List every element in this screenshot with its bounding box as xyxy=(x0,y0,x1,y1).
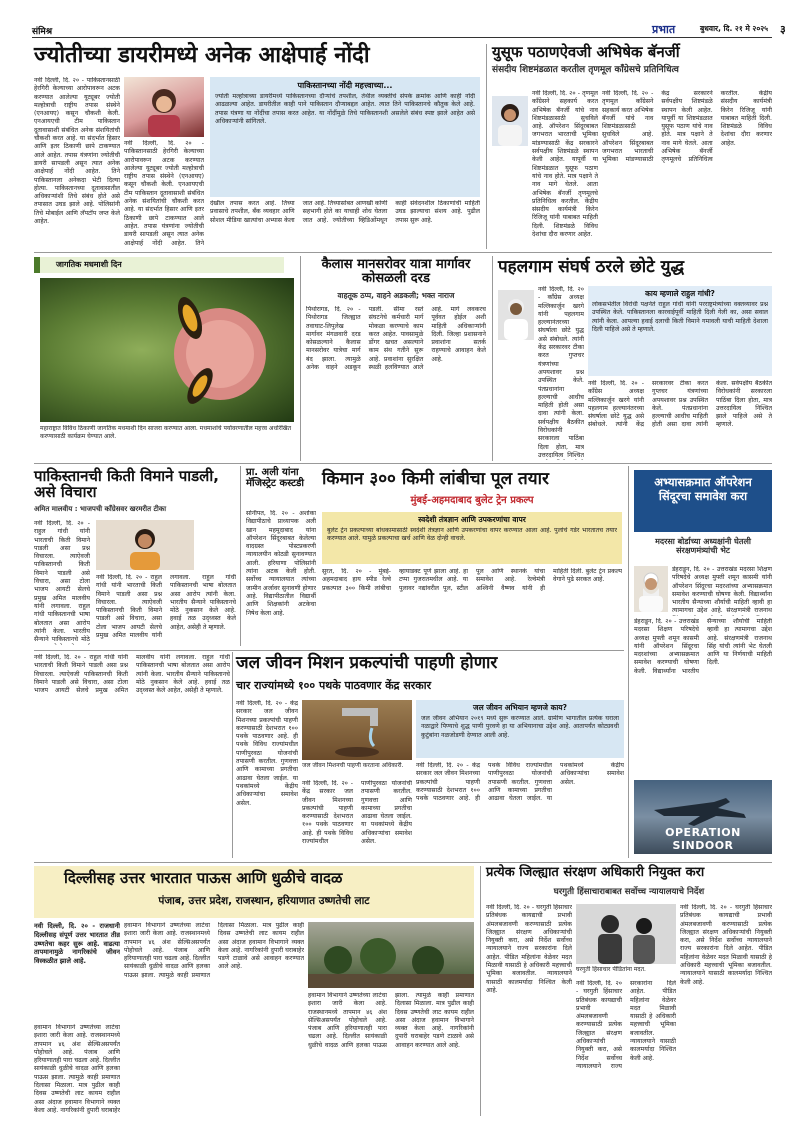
person-photo-icon xyxy=(492,96,528,146)
article1-box-title: पाकिस्तानच्या नोंदी महत्त्वाच्या... xyxy=(297,81,393,90)
issue-date: बुधवार, दि. २१ मे २०२५ xyxy=(700,24,769,33)
article4-box-text: लोकसभेतील विरोधी पक्षनेते राहुल गांधी यांनी परराष्ट्रमंत्र्यांच्या वक्तव्यावर प्रश्न उपस्थित केले. पाकिस्तानला कारवाईपूर्वी माहिती दिली गेली का, असा सवाल त्यांनी केला. आपल्या हवाई दलाची किती विमाने गमावली याची माहिती देशाला दिली पाहिजे असे ते म्हणाले. xyxy=(592,301,768,333)
rule xyxy=(232,652,233,858)
water-tap-icon xyxy=(302,700,412,760)
article4-headline: पहलगाम संघर्ष ठरले छोटे युद्ध xyxy=(498,257,685,277)
article1-text-col2: नवी दिल्ली, दि. २० - पाकिस्तानसाठी हेरगिरी केल्याच्या आरोपावरून अटक करण्यात आलेल्या यूट्यूबर ज्योती मल्होत्राची राष्ट्रीय तपास संस्थेने (एनआयए) कसून चौकशी केली. एनआयएची टीम पाकिस्तान दूतावासाशी संबंधित अनेक संशयितांची चौकशी करत आहे. या संदर्भात हिसार आणि इतर ठिकाणी छापे टाकण्यात आले आहेत. तपास यंत्रणांना ज्योतीची डायरी सापडली असून त्यात अनेक आक्षेपार्ह नोंदी आहेत. तिने xyxy=(124,140,204,247)
brand-logo: प्रभात xyxy=(652,23,676,36)
rule xyxy=(34,463,772,464)
article7-infobox xyxy=(322,512,622,564)
article8-photo xyxy=(634,566,668,612)
article1-text-col1: नवी दिल्ली, दि. २० - पाकिस्तानसाठी हेरगिरी केल्याच्या आरोपावरून अटक करण्यात आलेल्या यूट्यूबर ज्योती मल्होत्राची राष्ट्रीय तपास संस्थेने (एनआयए) कसून चौकशी केली. एनआयएची टीम पाकिस्तान दूतावासाशी संबंधित अनेक संशयितांची चौकशी करत आहे. या संदर्भात हिसार आणि इतर ठिकाणी छापे टाकण्यात आले आहेत. तपास यंत्रणांना ज्योतीची डायरी सापडली असून त्यात अनेक आक्षेपार्ह नोंदी आहेत. तिने पाकिस्तानला अनेकदा भेटी दिल्या होत्या. पाकिस्तानच्या दूतावासातील अधिकाऱ्यांशी तिचे संबंध होते असे तपासात उघड झाले आहे. पोलिसांनी तिचे मोबाईल आणि लॅपटॉप जप्त केले आहेत. xyxy=(34,77,120,226)
article10-text-col1: हवामान विभागाने उष्णतेच्या लाटेचा इशारा जारी केला आहे. राजस्थानमध्ये तापमान ४६ अंश सेल्सिअसपर्यंत पोहोचले आहे. पंजाब आणि हरियाणातही पारा चढला आहे. दिल्लीत सायंकाळी धुळीचे वादळ आणि हलका पाऊस झाला. त्यामुळे काही प्रमाणात दिलासा मिळाला. मात्र पुढील काही दिवस उष्णतेची लाट कायम राहील असा अंदाज हवामान विभागाने व्यक्त केला आहे. नागरिकांनी दुपारी घराबाहेर xyxy=(34,1024,120,1114)
article10-subhead: पंजाब, उत्तर प्रदेश, राजस्थान, हरियाणात उष्णतेची लाट xyxy=(158,895,370,907)
article5-continued: नवी दिल्ली, दि. २० - राहुल गांधी यांनी भारताची किती विमाने पाडली असा प्रश्न विचारला. त्याऐवजी पाकिस्तानची किती विमाने पाडली असे विचारा, असा टोला भाजप आयटी सेलचे प्रमुख अमित मालवीय यांनी लगावला. राहुल गांधी पाकिस्तानची भाषा बोलतात असा आरोप त्यांनी केला. भारतीय सैन्याने पाकिस्तानचे मोठे नुकसान केले आहे. हवाई तळ उद्ध्वस्त केले आहेत, असेही ते म्हणाले. xyxy=(34,654,230,695)
article3-headline: कैलास मानसरोवर यात्रा मार्गावर कोसळली दरड xyxy=(321,257,471,287)
article4-photo xyxy=(498,290,534,340)
article9-infobox xyxy=(416,700,624,758)
rule xyxy=(492,256,493,461)
article8-text-cols: डेहराडून, दि. २० - उत्तराखंड मदरसा शिक्षण परिषदेचे अध्यक्ष मुफ्ती शमून कासमी यांनी ऑपरेशन सिंदूरचा मदरशांच्या अभ्यासक्रमात समावेश करण्याची घोषणा केली. विद्यार्थ्यांना भारतीय सैन्याच्या शौर्याची माहिती व्हावी हा त्यामागचा उद्देश आहे. संरक्षणमंत्री राजनाथ सिंह यांची त्यांनी भेट घेतली आणि या निर्णयाची माहिती दिली. xyxy=(634,618,772,675)
article1-photo xyxy=(124,77,204,137)
article8-headline: अभ्यासक्रमात ऑपरेशन सिंदूरचा समावेश करा xyxy=(654,475,752,504)
article7-text: सुरत, दि. २० - मुंबई-अहमदाबाद हाय स्पीड रेल्वे प्रकल्पात ३०० किमी लांबीचा व्हायाडक्ट पूर्ण झाला आहे. हा टप्पा गुजरातमधील आहे. या पुलावर नद्यांवरील पूल, स्टील पूल आणि स्थानके यांचा समावेश आहे. रेल्वेमंत्री अश्विनी वैष्णव यांनी ही माहिती दिली. बुलेट ट्रेन प्रकल्प वेगाने पुढे सरकत आहे. xyxy=(322,568,622,592)
article10-headline: दिल्लीसह उत्तर भारतात पाऊस आणि धुळीचे वादळ xyxy=(64,869,343,887)
article5-text-col1: नवी दिल्ली, दि. २० - राहुल गांधी यांनी भारताची किती विमाने पाडली असा प्रश्न विचारला. त्याऐवजी पाकिस्तानची किती विमाने पाडली असे विचारा, असा टोला भाजप आयटी सेलचे प्रमुख अमित मालवीय यांनी लगावला. राहुल गांधी पाकिस्तानची भाषा बोलतात असा आरोप त्यांनी केला. भारतीय सैन्याने पाकिस्तानचे मोठे xyxy=(34,520,90,644)
article2-text-col1: नवी दिल्ली, दि. २० - तृणमूल काँग्रेसने सहकार्य करत अभिषेक बॅनर्जी यांचे नाव शिष्टमंडळासाठी सुचविले आहे. ऑपरेशन सिंदूरबाबत जगभरात भारताची भूमिका मांडण्यासाठी केंद्र सरकारने सर्वपक्षीय शिष्टमंडळे स्थापन केली आहेत. यापूर्वी या शिष्टमंडळात युसूफ पठाण यांचे नाव होते. मात्र पक्षाने ते नाव मागे घेतले. आता अभिषेक बॅनर्जी तृणमूलचे प्रतिनिधित्व करतील. केंद्रीय संसदीय कार्यमंत्री किरेन रिजिजू यांनी याबाबत माहिती दिली. शिष्टमंडळे विविध देशांचा दौरा करणार आहेत. xyxy=(532,90,598,239)
section-label: संमिश्र xyxy=(32,27,53,37)
article9-text-cols: नवी दिल्ली, दि. २० - केंद्र सरकार जल जीवन मिशनच्या प्रकल्पांची पाहणी करण्यासाठी देशभरात १०० पथके पाठवणार आहे. ही पथके विविध राज्यांमधील पाणीपुरवठा योजनांची तपासणी करतील. गुणवत्ता आणि कामाच्या प्रगतीचा आढावा घेतला जाईल. या पथकांमध्ये केंद्रीय अधिकाऱ्यांचा समावेश असेल. xyxy=(302,780,412,846)
article4-infobox xyxy=(588,286,772,376)
article10-photo xyxy=(308,922,474,988)
masthead xyxy=(32,22,786,38)
article6-headline: प्रा. अली यांना मॅजिस्ट्रेट कस्टडी xyxy=(246,467,304,489)
article4-text-cols: नवी दिल्ली, दि. २० - काँग्रेस अध्यक्ष मल्लिकार्जुन खरगे यांनी पहलगाम हल्ल्यानंतरच्या संघर्षाला छोटे युद्ध असे संबोधले. त्यांनी केंद्र सरकारवर टीका करत गुप्तचर यंत्रणांच्या अपयशावर प्रश्न उपस्थित केले. पंतप्रधानांना हल्ल्याची आधीच माहिती होती असा दावा त्यांनी केला. सर्वपक्षीय बैठकीत विरोधकांनी सरकारला पाठिंबा दिला होता, मात्र उत्तरदायित्व निश्चित झाले पाहिजे असे ते म्हणाले. xyxy=(588,380,772,429)
article10-text-cols: हवामान विभागाने उष्णतेच्या लाटेचा इशारा जारी केला आहे. राजस्थानमध्ये तापमान ४६ अंश सेल्सिअसपर्यंत पोहोचले आहे. पंजाब आणि हरियाणातही पारा चढला आहे. दिल्लीत सायंकाळी धुळीचे वादळ आणि हलका पाऊस झाला. त्यामुळे काही प्रमाणात दिलासा मिळाला. मात्र पुढील काही दिवस उष्णतेची लाट कायम राहील असा अंदाज हवामान विभागाने व्यक्त केला आहे. नागरिकांनी दुपारी घराबाहेर पडणे टाळावे असे आवाहन करण्यात आले आहे. xyxy=(124,922,304,979)
article11-text-col3: नवी दिल्ली, दि. २० - घरगुती हिंसाचार प्रतिबंधक कायद्याची प्रभावी अंमलबजावणी करण्यासाठी प्रत्येक जिल्ह्यात संरक्षण अधिकाऱ्यांची नियुक्ती करा, असे निर्देश सर्वोच्च न्यायालयाने राज्य सरकारांना दिले आहेत. पीडित महिलांना वेळेवर मदत मिळावी यासाठी हे अधिकारी महत्त्वाची भूमिका बजावतील. न्यायालयाने यासाठी कालमर्यादा निश्चित केली आहे. xyxy=(680,904,772,986)
article1-box-text: ज्योती मल्होत्राच्या डायरीमध्ये पाकिस्तानच्या दौऱ्यांचे तपशील, तेथील व्यक्तींचे संपर्क क्रमांक आणि काही नोंदी आढळल्या आहेत. डायरीतील काही पाने पाकिस्तान दौऱ्याबद्दल आहेत. त्यात तिने पाकिस्तानचे कौतुक केले आहे. तपास यंत्रणा या नोंदींचा तपास करत आहेत. या नोंदींमुळे तिचे पाकिस्तानशी असलेले संबंध स्पष्ट झाले आहेत असे अधिकाऱ्यांनी सांगितले. xyxy=(215,93,475,125)
person-photo-icon xyxy=(124,77,204,137)
people-icon xyxy=(576,904,676,964)
madhmashi-caption: महाराष्ट्रात विविध ठिकाणी जागतिक मधमाशी दिन साजरा करण्यात आला. मधमाशांचे पर्यावरणातील महत्त्व अधोरेखित करण्यासाठी कार्यक्रम घेण्यात आले. xyxy=(40,425,292,440)
madhmashi-label-bar xyxy=(34,257,284,273)
rule xyxy=(34,862,772,863)
article8-text-col1: डेहराडून, दि. २० - उत्तराखंड मदरसा शिक्षण परिषदेचे अध्यक्ष मुफ्ती शमून कासमी यांनी ऑपरेशन सिंदूरचा मदरशांच्या अभ्यासक्रमात समावेश करण्याची घोषणा केली. विद्यार्थ्यांना भारतीय सैन्याच्या शौर्याची माहिती व्हावी हा त्यामागचा उद्देश आहे. संरक्षणमंत्री राजनाथ xyxy=(672,566,772,615)
rule xyxy=(34,650,624,651)
article2-subhead: संसदीय शिष्टमंडळात करतील तृणमूल काँग्रेसचे प्रतिनिधित्व xyxy=(492,65,679,75)
article7-subhead: मुंबई-अहमदाबाद बुलेट ट्रेन प्रकल्प xyxy=(410,495,534,506)
article5-text-cols: नवी दिल्ली, दि. २० - राहुल गांधी यांनी भारताची किती विमाने पाडली असा प्रश्न विचारला. त्याऐवजी पाकिस्तानची किती विमाने पाडली असे विचारा, असा टोला भाजप आयटी सेलचे प्रमुख अमित मालवीय यांनी लगावला. राहुल गांधी पाकिस्तानची भाषा बोलतात असा आरोप त्यांनी केला. भारतीय सैन्याने पाकिस्तानचे मोठे नुकसान केले आहे. हवाई तळ उद्ध्वस्त केले आहेत, असेही ते म्हणाले. xyxy=(96,574,236,640)
article7-box-text: बुलेट ट्रेन प्रकल्पाच्या बांधकामासाठी स्वदेशी तंत्रज्ञान आणि उपकरणांचा वापर करण्यात आला आहे. पुलांचे गर्डर भारतातच तयार करण्यात आले. यामुळे प्रकल्पाचा खर्च आणि वेळ दोन्ही वाचले. xyxy=(327,527,617,543)
article2-text-cols: नवी दिल्ली, दि. २० - तृणमूल काँग्रेसने सहकार्य करत अभिषेक बॅनर्जी यांचे नाव शिष्टमंडळासाठी सुचविले आहे. ऑपरेशन सिंदूरबाबत जगभरात भारताची भूमिका मांडण्यासाठी केंद्र सरकारने सर्वपक्षीय शिष्टमंडळे स्थापन केली आहेत. यापूर्वी या शिष्टमंडळात युसूफ पठाण यांचे नाव होते. मात्र पक्षाने ते नाव मागे घेतले. आता अभिषेक बॅनर्जी तृणमूलचे प्रतिनिधित्व करतील. केंद्रीय संसदीय कार्यमंत्री किरेन रिजिजू यांनी याबाबत माहिती दिली. शिष्टमंडळे विविध देशांचा दौरा करणार आहेत. xyxy=(602,90,772,164)
article8-photo-overlay: OPERATION SINDOOR xyxy=(665,826,741,852)
article10-lede: नवी दिल्ली, दि. २० - राजधानी दिल्लीसह संपूर्ण उत्तर भारतात तीव्र उष्णतेचा कहर सुरू आहे. वाढत्या तापमानामुळे नागरिकांचे जीवन विस्कळीत झाले आहे. xyxy=(34,922,120,966)
person-photo-icon xyxy=(498,290,534,340)
article1-text-bottom: देखील तपास करत आहे. तिच्या प्रवासाचे तपशील, बँक व्यवहार आणि सोशल मीडिया खात्यांचा अभ्यास केला जात आहे. तिच्यासोबत आणखी कोणी सहभागी होते का याचाही शोध घेतला जात आहे. ज्योतीच्या व्हिडिओंमधून काही संवेदनशील ठिकाणांची माहिती उघड झाल्याचा संशय आहे. पुढील तपास सुरू आहे. xyxy=(210,200,480,224)
article3-subhead: वाहतूक ठप्प, वाहने अडकली; भक्त नाराज xyxy=(337,291,455,300)
article4-box-title: काय म्हणाले राहुल गांधी? xyxy=(645,289,715,298)
article11-text-cols: नवी दिल्ली, दि. २० - घरगुती हिंसाचार प्रतिबंधक कायद्याची प्रभावी अंमलबजावणी करण्यासाठी प्रत्येक जिल्ह्यात संरक्षण अधिकाऱ्यांची नियुक्ती करा, असे निर्देश सर्वोच्च न्यायालयाने राज्य सरकारांना दिले आहेत. पीडित महिलांना वेळेवर मदत मिळावी यासाठी हे अधिकारी महत्त्वाची भूमिका बजावतील. न्यायालयाने यासाठी कालमर्यादा निश्चित केली आहे. xyxy=(576,980,676,1070)
article9-caption: जल जीवन मिशनची पाहणी करताना अधिकारी. xyxy=(302,762,404,769)
rule xyxy=(300,256,301,461)
article9-box-title: जल जीवन अभियान म्हणजे काय? xyxy=(473,703,567,712)
article10-text-bottom: हवामान विभागाने उष्णतेच्या लाटेचा इशारा जारी केला आहे. राजस्थानमध्ये तापमान ४६ अंश सेल्सिअसपर्यंत पोहोचले आहे. पंजाब आणि हरियाणातही पारा चढला आहे. दिल्लीत सायंकाळी धुळीचे वादळ आणि हलका पाऊस झाला. त्यामुळे काही प्रमाणात दिलासा मिळाला. मात्र पुढील काही दिवस उष्णतेची लाट कायम राहील असा अंदाज हवामान विभागाने व्यक्त केला आहे. नागरिकांनी दुपारी घराबाहेर पडणे टाळावे असे आवाहन करण्यात आले आहे. xyxy=(308,992,474,1049)
article9-box-text: जल जीवन अभियान २०१९ मध्ये सुरू करण्यात आले. ग्रामीण भागातील प्रत्येक घराला नळाद्वारे पिण्याचे शुद्ध पाणी पुरवणे हा या अभियानाचा उद्देश आहे. आतापर्यंत कोट्यवधी कुटुंबांना नळजोडणी देण्यात आली आहे. xyxy=(421,715,619,739)
article5-byline: अमित मालवीय : भाजपची काँग्रेसवर खरमरीत टीका xyxy=(34,505,167,513)
article7-headline: किमान ३०० किमी लांबीचा पूल तयार xyxy=(322,469,549,489)
article8-subhead: मदरसा बोर्डाच्या अध्यक्षांनी घेतली संरक्षणमंत्र्यांची भेट xyxy=(655,537,751,555)
article11-caption: घरगुती हिंसाचार पीडितांना मदत. xyxy=(576,966,646,973)
article5-photo xyxy=(96,520,194,570)
article9-subhead: चार राज्यांमध्ये १०० पथके पाठवणार केंद्र सरकार xyxy=(236,679,432,692)
madhmashi-label: जागतिक मधमाशी दिन xyxy=(56,260,122,269)
rule xyxy=(240,466,241,646)
article1-headline: ज्योतीच्या डायरीमध्ये अनेक आक्षेपार्ह नोंदी xyxy=(34,43,370,68)
article8-sindoor-photo xyxy=(634,780,772,854)
article11-subhead: घरगुती हिंसाचाराबाबत सर्वोच्च न्यायालयाचे निर्देश xyxy=(553,887,705,897)
article9-text-col1: नवी दिल्ली, दि. २० - केंद्र सरकार जल जीवन मिशनच्या प्रकल्पांची पाहणी करण्यासाठी देशभरात १०० पथके पाठवणार आहे. ही पथके विविध राज्यांमधील पाणीपुरवठा योजनांची तपासणी करतील. गुणवत्ता आणि कामाच्या प्रगतीचा आढावा घेतला जाईल. या पथकांमध्ये केंद्रीय अधिकाऱ्यांचा समावेश असेल. xyxy=(236,700,298,807)
article3-text: पिथोरागड, दि. २० - पिथोरागड जिल्ह्यात तवाघाट-लिपुलेख मार्गावर मंगळवारी दरड कोसळल्याने कैलास मानसरोवर यात्रेचा मार्ग बंद झाला. त्यामुळे अनेक वाहने अडकून पडली. सीमा रस्ते संघटनेचे कर्मचारी मार्ग मोकळा करण्याचे काम करत आहेत. पावसामुळे डोंगर खचत असल्याने काम संथ गतीने सुरू आहे. प्रवाशांना सुरक्षित स्थळी हलविण्यात आले आहे. मार्ग लवकरच पूर्ववत होईल अशी माहिती अधिकाऱ्यांनी दिली. जिल्हा प्रशासनाने प्रवाशांना सतर्क राहण्याचे आवाहन केले आहे. xyxy=(306,306,486,372)
rule xyxy=(480,866,481,1116)
article9-headline: जल जीवन मिशन प्रकल्पांची पाहणी होणार xyxy=(236,653,498,673)
bee-flower-icon xyxy=(40,278,294,422)
article10-headline-band xyxy=(34,866,474,918)
trees-dust-icon xyxy=(308,922,474,988)
rule xyxy=(34,252,772,253)
article11-text-col1: नवी दिल्ली, दि. २० - घरगुती हिंसाचार प्रतिबंधक कायद्याची प्रभावी अंमलबजावणी करण्यासाठी प्रत्येक जिल्ह्यात संरक्षण अधिकाऱ्यांची नियुक्ती करा, असे निर्देश सर्वोच्च न्यायालयाने राज्य सरकारांना दिले आहेत. पीडित महिलांना वेळेवर मदत मिळावी यासाठी हे अधिकारी महत्त्वाची भूमिका बजावतील. न्यायालयाने यासाठी कालमर्यादा निश्चित केली आहे. xyxy=(486,904,572,994)
article9-text-bottom: नवी दिल्ली, दि. २० - केंद्र सरकार जल जीवन मिशनच्या प्रकल्पांची पाहणी करण्यासाठी देशभरात १०० पथके पाठवणार आहे. ही पथके विविध राज्यांमधील पाणीपुरवठा योजनांची तपासणी करतील. गुणवत्ता आणि कामाच्या प्रगतीचा आढावा घेतला जाईल. या पथकांमध्ये केंद्रीय अधिकाऱ्यांचा समावेश असेल. xyxy=(416,762,624,803)
article6-text: सोनीपत, दि. २० - अशोका विद्यापीठाचे प्राध्यापक अली खान महमूदाबाद यांना ऑपरेशन सिंदूरबाबत केलेल्या वादग्रस्त पोस्टप्रकरणी न्यायालयीन कोठडी सुनावण्यात आली. हरियाणा पोलिसांनी त्यांना अटक केली होती. सर्वोच्च न्यायालयात त्यांच्या जामीन अर्जावर सुनावणी होणार आहे. विद्यापीठातील विद्यार्थी आणि शिक्षकांनी अटकेचा निषेध केला आहे. xyxy=(246,510,316,617)
person-photo-icon xyxy=(634,566,668,612)
article8-headline-box xyxy=(634,470,772,532)
rule xyxy=(486,44,487,249)
article2-headline: युसूफ पठाणऐवजी अभिषेक बॅनर्जी xyxy=(492,43,680,61)
madhmashi-photo xyxy=(40,278,294,422)
article4-text-col1: नवी दिल्ली, दि. २० - काँग्रेस अध्यक्ष मल्लिकार्जुन खरगे यांनी पहलगाम हल्ल्यानंतरच्या संघर्षाला छोटे युद्ध असे संबोधले. त्यांनी केंद्र सरकारवर टीका करत गुप्तचर यंत्रणांच्या अपयशावर प्रश्न उपस्थित केले. पंतप्रधानांना हल्ल्याची आधीच माहिती होती असा दावा त्यांनी केला. सर्वपक्षीय बैठकीत विरोधकांनी सरकारला पाठिंबा दिला होता, मात्र उत्तरदायित्व निश्चित xyxy=(538,286,584,459)
article5-headline: पाकिस्तानची किती विमाने पाडली, असे विचारा xyxy=(34,467,219,502)
article11-photo xyxy=(576,904,676,964)
rule xyxy=(628,466,629,858)
article7-box-title: स्वदेशी तंत्रज्ञान आणि उपकरणांचा वापर xyxy=(418,515,526,524)
article1-infobox xyxy=(210,77,480,197)
article11-headline: प्रत्येक जिल्ह्यात संरक्षण अधिकारी नियुक्त करा xyxy=(486,865,705,880)
article9-photo xyxy=(302,700,412,760)
person-photo-icon xyxy=(96,520,194,570)
page-number: ३ xyxy=(780,23,786,36)
article2-photo xyxy=(492,96,528,146)
